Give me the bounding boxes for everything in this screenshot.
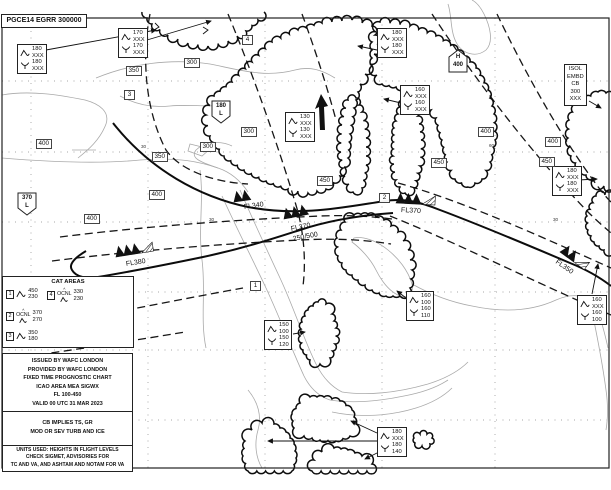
pentagon-top-label: H <box>455 54 461 60</box>
flight-level-box <box>400 85 430 115</box>
turbulence-icon <box>403 90 413 98</box>
turbulence-levels: 180 XXX <box>392 429 404 442</box>
turbulence-icon <box>19 317 27 324</box>
icing-levels: 180 XXX <box>32 59 44 72</box>
level-value-box: 300 <box>241 127 257 137</box>
cat-areas-legend <box>2 276 134 348</box>
turbulence-icon <box>380 33 390 41</box>
turbulence-icon <box>16 332 26 340</box>
icing-levels: 160 100 <box>592 310 602 323</box>
turbulence-levels: 130 XXX <box>300 114 312 127</box>
turbulence-levels: 160 XXX <box>592 297 604 310</box>
flight-level-box <box>264 320 292 350</box>
icing-levels: 160 XXX <box>415 100 427 113</box>
flight-level-box <box>377 427 407 457</box>
flight-level-box <box>377 28 407 58</box>
icing-row <box>580 310 604 323</box>
isol-embd-cb-box: ISOL EMBD CB 300 XXX <box>564 64 587 106</box>
cb-cloud-outlines <box>142 12 611 474</box>
high-level-pentagon <box>448 49 468 73</box>
pentagon-bottom-label: 400 <box>452 62 463 68</box>
turbulence-row <box>121 30 145 43</box>
icing-row <box>555 181 579 194</box>
low-level-pentagon <box>211 100 231 124</box>
cat-area-number-box: 1 <box>250 281 261 291</box>
cb-cloud-outline <box>298 299 339 368</box>
flight-level-box <box>118 28 148 58</box>
info-box: UNITS USED: HEIGHTS IN FLIGHT LEVELS CHECK SIGMET, ADVISORIES FOR TC AND VA, AND ASHTAM AND NOTAM FOR VA <box>2 445 133 472</box>
jet-label: FL370 <box>290 222 312 233</box>
icing-row <box>20 59 44 72</box>
jet-label: FL380 <box>125 257 147 268</box>
level-value-box: 300 <box>200 142 216 152</box>
cb-cloud-outline <box>242 417 297 473</box>
cb-cloud-outline <box>334 213 416 299</box>
turbulence-icon <box>580 300 590 308</box>
icing-icon <box>380 444 390 453</box>
level-value-box: 450 <box>431 158 447 168</box>
turbulence-icon <box>16 290 26 298</box>
turbulence-row <box>380 30 404 43</box>
level-value-box: 350 <box>152 152 168 162</box>
icing-levels: 180 140 <box>392 442 402 455</box>
cat-area-id: 1 <box>6 290 14 299</box>
icing-icon <box>267 337 277 346</box>
turbulence-icon <box>121 33 131 41</box>
level-value-box: 400 <box>84 214 100 224</box>
pentagon-bottom-label: L <box>219 111 223 117</box>
icing-row <box>380 43 404 56</box>
graticule-tick-label: 60 <box>489 143 495 148</box>
turbulence-row <box>267 322 289 335</box>
turbulence-row <box>380 429 404 442</box>
graticule-tick-label: 30 <box>553 217 559 222</box>
icing-levels: 180 XXX <box>567 181 579 194</box>
pentagon-top-label: 370 <box>21 195 32 201</box>
cat-levels: 450 230 <box>28 288 38 301</box>
icing-icon <box>403 102 413 111</box>
pentagon-bottom-label: L <box>25 203 29 209</box>
icing-levels: 180 XXX <box>392 43 404 56</box>
ocnl-turbulence-symbol: ^ OCNL <box>57 288 71 303</box>
icing-levels: 170 XXX <box>133 43 145 56</box>
turbulence-icon <box>288 117 298 125</box>
icing-row <box>288 127 312 140</box>
turbulence-levels: 180 XXX <box>567 168 579 181</box>
turbulence-row <box>20 46 44 59</box>
cb-cloud-outline <box>585 190 611 256</box>
icing-levels: 130 XXX <box>300 127 312 140</box>
jet-label: 250/500 <box>292 231 319 243</box>
level-value-box: 450 <box>317 176 333 186</box>
cat-areas-header: CAT AREAS <box>51 279 85 285</box>
cat-area-number-box: 2 <box>379 193 390 203</box>
cat-area-id: 4 <box>47 291 55 300</box>
flight-level-box <box>285 112 315 142</box>
icing-levels: 160 110 <box>421 306 431 319</box>
cat-legend-row <box>47 288 83 303</box>
level-value-box: 450 <box>539 157 555 167</box>
cb-cloud-outline <box>413 431 434 450</box>
movement-arrow <box>315 94 328 130</box>
icing-icon <box>555 183 565 192</box>
turbulence-icon <box>267 325 277 333</box>
icing-icon <box>580 312 590 321</box>
level-value-box: 400 <box>478 127 494 137</box>
flight-level-box <box>17 44 47 74</box>
turbulence-levels: 170 XXX <box>133 30 145 43</box>
cat-levels: 330 230 <box>73 289 84 302</box>
turbulence-row <box>555 168 579 181</box>
turbulence-levels: 160 100 <box>421 293 431 306</box>
level-value-box: 300 <box>184 58 200 68</box>
turbulence-row <box>288 114 312 127</box>
turbulence-row <box>409 293 431 306</box>
turbulence-icon <box>555 171 565 179</box>
jet-wind-pennants <box>114 190 590 270</box>
low-level-pentagon <box>17 192 37 216</box>
turbulence-icon <box>60 296 68 303</box>
cat-levels: 370 270 <box>32 310 43 323</box>
flight-level-box <box>552 166 582 196</box>
cat-area-number-box: 4 <box>242 35 253 45</box>
info-box: CB IMPLIES TS, GR MOD OR SEV TURB AND ICE <box>2 411 133 452</box>
icing-levels: 150 120 <box>279 335 289 348</box>
icing-row <box>403 100 427 113</box>
cat-legend-row <box>6 309 42 324</box>
turbulence-icon <box>20 49 30 57</box>
flight-level-box <box>406 291 434 321</box>
level-value-box: 400 <box>149 190 165 200</box>
icing-icon <box>380 45 390 54</box>
flight-level-box <box>577 295 607 325</box>
icing-icon <box>121 45 131 54</box>
turbulence-row <box>580 297 604 310</box>
icing-icon <box>288 129 298 138</box>
icing-row <box>380 442 404 455</box>
graticule-tick-label: 30 <box>141 144 147 149</box>
cat-levels: 350 180 <box>28 330 38 343</box>
icing-icon <box>409 308 419 317</box>
turbulence-levels: 160 XXX <box>415 87 427 100</box>
level-value-box: 400 <box>545 137 561 147</box>
icing-row <box>267 335 289 348</box>
chart-title: PGCE14 EGRR 300000 <box>1 14 87 28</box>
turbulence-levels: 150 100 <box>279 322 289 335</box>
level-value-box: 400 <box>36 139 52 149</box>
icing-row <box>121 43 145 56</box>
cat-area-id: 2 <box>6 312 14 321</box>
info-box: ISSUED BY WAFC LONDON PROVIDED BY WAFC LONDON FIXED TIME PROGNOSTIC CHART ICAO AREA MEA SIGWX FL 100-450 VALID 00 UTC 31 MAR 2023 <box>2 353 133 414</box>
level-value-box: 350 <box>126 66 142 76</box>
cb-cloud-outline <box>337 95 371 195</box>
turbulence-icon <box>409 296 419 304</box>
graticule-tick-label: 30 <box>209 217 215 222</box>
cat-legend-row <box>6 288 38 301</box>
turbulence-levels: 180 XXX <box>392 30 404 43</box>
jet-label: FL370 <box>400 207 422 216</box>
jet-fl340-fl370-fl350 <box>113 123 611 286</box>
icing-icon <box>20 61 30 70</box>
cat-legend-row <box>6 330 38 343</box>
pentagon-shape <box>448 49 468 73</box>
cat-area-id: 3 <box>6 332 14 341</box>
turbulence-row <box>403 87 427 100</box>
turbulence-levels: 180 XXX <box>32 46 44 59</box>
jet-label: FL350 <box>553 258 575 276</box>
turbulence-icon <box>380 432 390 440</box>
pentagon-top-label: 180 <box>215 103 226 109</box>
icing-row <box>409 306 431 319</box>
jet-label: FL340 <box>243 201 265 211</box>
cat-area-number-box: 3 <box>124 90 135 100</box>
ocnl-turbulence-symbol: ^ OCNL <box>16 309 30 324</box>
